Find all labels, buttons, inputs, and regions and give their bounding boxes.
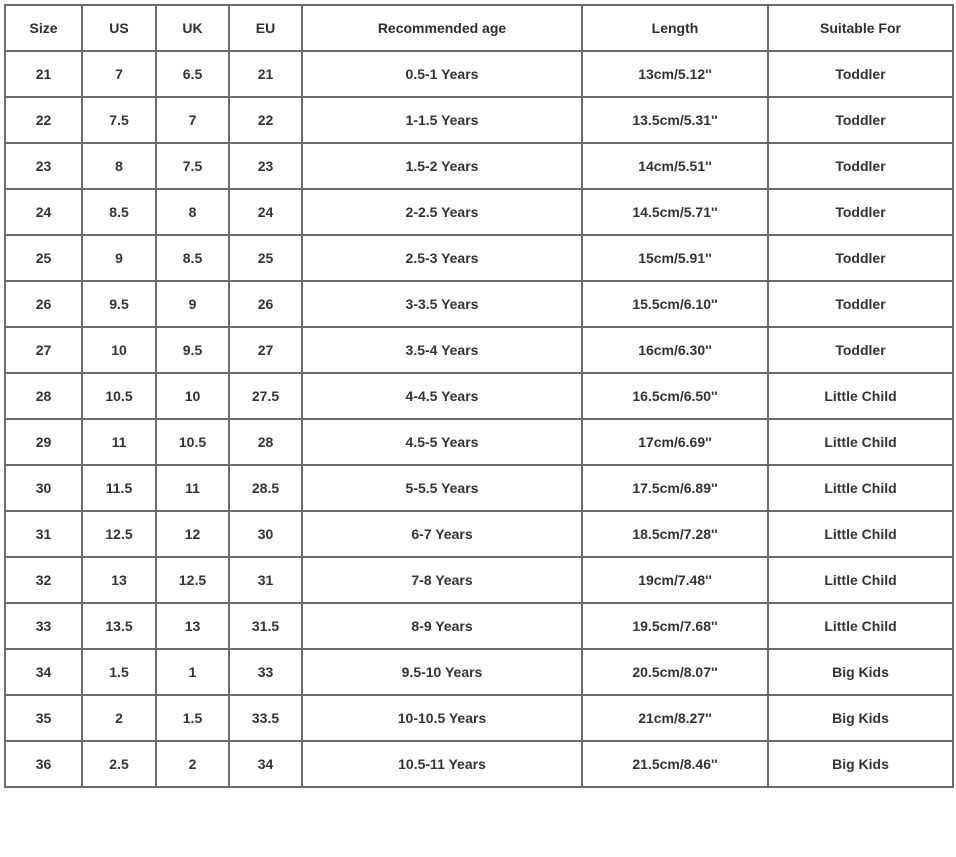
eu-cell: 33 [229, 649, 302, 695]
length-cell: 17cm/6.69'' [582, 419, 768, 465]
length-cell: 19cm/7.48'' [582, 557, 768, 603]
table-row [5, 741, 953, 787]
age-cell: 3.5-4 Years [302, 327, 582, 373]
us-cell: 7.5 [82, 97, 156, 143]
age-cell: 4.5-5 Years [302, 419, 582, 465]
us-cell: 12.5 [82, 511, 156, 557]
length-cell: 16.5cm/6.50'' [582, 373, 768, 419]
length-cell: 20.5cm/8.07'' [582, 649, 768, 695]
eu-cell: 23 [229, 143, 302, 189]
uk-cell: 8.5 [156, 235, 229, 281]
suitable-for-cell: Toddler [768, 189, 953, 235]
eu-cell: 34 [229, 741, 302, 787]
table-row [5, 419, 953, 465]
age-cell: 10.5-11 Years [302, 741, 582, 787]
size-cell: 25 [5, 235, 82, 281]
uk-cell: 1 [156, 649, 229, 695]
uk-cell: 12.5 [156, 557, 229, 603]
header-recommended-age: Recommended age [302, 5, 582, 51]
table-row [5, 373, 953, 419]
eu-cell: 31.5 [229, 603, 302, 649]
uk-cell: 11 [156, 465, 229, 511]
size-chart-table [4, 4, 954, 788]
length-cell: 14.5cm/5.71'' [582, 189, 768, 235]
table-row [5, 327, 953, 373]
uk-cell: 10 [156, 373, 229, 419]
size-cell: 29 [5, 419, 82, 465]
suitable-for-cell: Toddler [768, 327, 953, 373]
table-row [5, 511, 953, 557]
length-cell: 14cm/5.51'' [582, 143, 768, 189]
length-cell: 15cm/5.91'' [582, 235, 768, 281]
table-row [5, 649, 953, 695]
length-cell: 13cm/5.12'' [582, 51, 768, 97]
uk-cell: 9 [156, 281, 229, 327]
age-cell: 8-9 Years [302, 603, 582, 649]
us-cell: 10 [82, 327, 156, 373]
size-cell: 27 [5, 327, 82, 373]
eu-cell: 33.5 [229, 695, 302, 741]
length-cell: 13.5cm/5.31'' [582, 97, 768, 143]
us-cell: 7 [82, 51, 156, 97]
age-cell: 3-3.5 Years [302, 281, 582, 327]
size-cell: 33 [5, 603, 82, 649]
eu-cell: 28.5 [229, 465, 302, 511]
size-cell: 26 [5, 281, 82, 327]
age-cell: 2.5-3 Years [302, 235, 582, 281]
us-cell: 2 [82, 695, 156, 741]
suitable-for-cell: Little Child [768, 603, 953, 649]
suitable-for-cell: Little Child [768, 557, 953, 603]
uk-cell: 12 [156, 511, 229, 557]
age-cell: 9.5-10 Years [302, 649, 582, 695]
size-cell: 35 [5, 695, 82, 741]
header-us: US [82, 5, 156, 51]
header-uk: UK [156, 5, 229, 51]
table-row [5, 465, 953, 511]
eu-cell: 27.5 [229, 373, 302, 419]
length-cell: 21cm/8.27'' [582, 695, 768, 741]
table-header-row [5, 5, 953, 51]
size-cell: 24 [5, 189, 82, 235]
uk-cell: 7.5 [156, 143, 229, 189]
size-cell: 36 [5, 741, 82, 787]
length-cell: 18.5cm/7.28'' [582, 511, 768, 557]
us-cell: 13 [82, 557, 156, 603]
suitable-for-cell: Little Child [768, 465, 953, 511]
header-length: Length [582, 5, 768, 51]
eu-cell: 30 [229, 511, 302, 557]
length-cell: 21.5cm/8.46'' [582, 741, 768, 787]
us-cell: 9 [82, 235, 156, 281]
table-row [5, 235, 953, 281]
uk-cell: 9.5 [156, 327, 229, 373]
age-cell: 10-10.5 Years [302, 695, 582, 741]
us-cell: 11 [82, 419, 156, 465]
eu-cell: 31 [229, 557, 302, 603]
eu-cell: 24 [229, 189, 302, 235]
suitable-for-cell: Toddler [768, 281, 953, 327]
size-cell: 34 [5, 649, 82, 695]
age-cell: 4-4.5 Years [302, 373, 582, 419]
age-cell: 7-8 Years [302, 557, 582, 603]
table-row [5, 51, 953, 97]
uk-cell: 7 [156, 97, 229, 143]
eu-cell: 27 [229, 327, 302, 373]
size-cell: 32 [5, 557, 82, 603]
age-cell: 1.5-2 Years [302, 143, 582, 189]
table-row [5, 97, 953, 143]
length-cell: 15.5cm/6.10'' [582, 281, 768, 327]
suitable-for-cell: Toddler [768, 51, 953, 97]
suitable-for-cell: Big Kids [768, 741, 953, 787]
us-cell: 13.5 [82, 603, 156, 649]
age-cell: 1-1.5 Years [302, 97, 582, 143]
suitable-for-cell: Little Child [768, 373, 953, 419]
length-cell: 17.5cm/6.89'' [582, 465, 768, 511]
us-cell: 10.5 [82, 373, 156, 419]
suitable-for-cell: Big Kids [768, 649, 953, 695]
age-cell: 0.5-1 Years [302, 51, 582, 97]
suitable-for-cell: Little Child [768, 511, 953, 557]
age-cell: 6-7 Years [302, 511, 582, 557]
us-cell: 11.5 [82, 465, 156, 511]
uk-cell: 1.5 [156, 695, 229, 741]
us-cell: 2.5 [82, 741, 156, 787]
suitable-for-cell: Big Kids [768, 695, 953, 741]
suitable-for-cell: Toddler [768, 235, 953, 281]
size-cell: 23 [5, 143, 82, 189]
us-cell: 1.5 [82, 649, 156, 695]
uk-cell: 13 [156, 603, 229, 649]
eu-cell: 21 [229, 51, 302, 97]
eu-cell: 22 [229, 97, 302, 143]
size-cell: 28 [5, 373, 82, 419]
table-row [5, 557, 953, 603]
age-cell: 5-5.5 Years [302, 465, 582, 511]
us-cell: 9.5 [82, 281, 156, 327]
table-row [5, 603, 953, 649]
header-size: Size [5, 5, 82, 51]
eu-cell: 28 [229, 419, 302, 465]
size-cell: 31 [5, 511, 82, 557]
uk-cell: 6.5 [156, 51, 229, 97]
length-cell: 19.5cm/7.68'' [582, 603, 768, 649]
length-cell: 16cm/6.30'' [582, 327, 768, 373]
suitable-for-cell: Toddler [768, 143, 953, 189]
suitable-for-cell: Little Child [768, 419, 953, 465]
size-cell: 30 [5, 465, 82, 511]
header-eu: EU [229, 5, 302, 51]
us-cell: 8 [82, 143, 156, 189]
eu-cell: 26 [229, 281, 302, 327]
suitable-for-cell: Toddler [768, 97, 953, 143]
eu-cell: 25 [229, 235, 302, 281]
size-cell: 22 [5, 97, 82, 143]
uk-cell: 10.5 [156, 419, 229, 465]
size-cell: 21 [5, 51, 82, 97]
uk-cell: 8 [156, 189, 229, 235]
table-row [5, 143, 953, 189]
uk-cell: 2 [156, 741, 229, 787]
table-row [5, 189, 953, 235]
table-row [5, 695, 953, 741]
header-suitable-for: Suitable For [768, 5, 953, 51]
age-cell: 2-2.5 Years [302, 189, 582, 235]
table-row [5, 281, 953, 327]
us-cell: 8.5 [82, 189, 156, 235]
